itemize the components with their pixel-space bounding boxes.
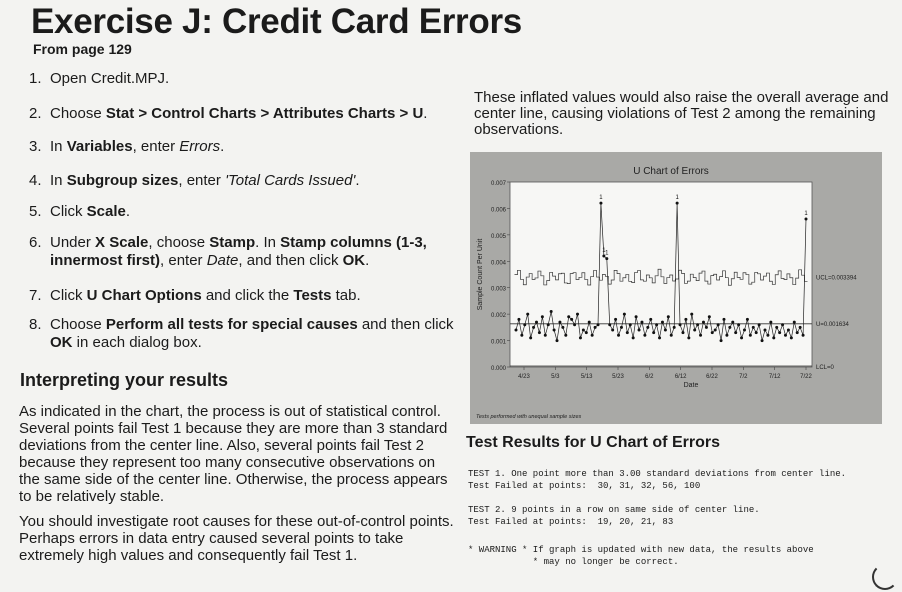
data-point xyxy=(699,334,702,337)
data-point xyxy=(664,329,667,332)
step-text-run: Errors xyxy=(179,138,221,155)
data-point xyxy=(620,326,623,329)
data-point xyxy=(529,336,532,339)
data-point xyxy=(743,329,746,332)
step-text-run: Choose xyxy=(50,316,106,333)
data-point xyxy=(626,331,629,334)
step-text xyxy=(29,105,459,123)
data-point xyxy=(520,334,523,337)
step-text-run: U Chart Options xyxy=(86,287,202,304)
data-point xyxy=(790,336,793,339)
data-point xyxy=(614,318,617,321)
step-text-run: , enter xyxy=(160,252,207,269)
data-point xyxy=(667,315,670,318)
step-text-run: . xyxy=(355,172,360,189)
data-point xyxy=(793,321,796,324)
data-point xyxy=(679,323,682,326)
data-point xyxy=(755,331,758,334)
step-number: 2. xyxy=(29,105,42,122)
step-text-run: and then click xyxy=(357,316,454,333)
data-point xyxy=(570,318,573,321)
data-point xyxy=(714,329,717,332)
data-point xyxy=(652,331,655,334)
data-point xyxy=(775,326,778,329)
y-tick-label: 0.001 xyxy=(490,339,506,346)
data-point xyxy=(799,326,802,329)
data-point xyxy=(728,326,731,329)
data-point xyxy=(676,202,679,205)
u-chart-svg xyxy=(470,152,882,424)
data-point xyxy=(737,323,740,326)
data-point xyxy=(605,257,608,260)
step-text-run: Click xyxy=(50,203,87,220)
data-point xyxy=(731,321,734,324)
right-paragraph: These inflated values would also raise the overall average and center line, causing violations of Test 2 among the remaining observations. xyxy=(474,89,889,138)
y-tick-label: 0.005 xyxy=(490,233,506,240)
step-text-run: In xyxy=(50,138,67,155)
data-point xyxy=(725,334,728,337)
test1-flag: 1 xyxy=(605,250,609,257)
x-axis-label: Date xyxy=(683,382,699,389)
step-text-run: Subgroup sizes xyxy=(66,172,179,189)
data-point xyxy=(611,329,614,332)
y-axis-label: Sample Count Per Unit xyxy=(477,238,484,311)
step-text xyxy=(29,172,459,190)
data-point xyxy=(558,321,561,324)
data-point xyxy=(649,318,652,321)
step-text-run: 'Total Cards Issued' xyxy=(225,172,356,189)
interpreting-paragraph-1: As indicated in the chart, the process is out of statistical control. Several points fail Test 1 because they are more than 3 standard deviations from the center line. Also, several points fail Test 2 because they represent too many consecutive observations on the same side of the center line. Otherwise, the process appears to be relatively stable. xyxy=(19,403,448,505)
data-point xyxy=(696,323,699,326)
data-point xyxy=(749,334,752,337)
step-item xyxy=(29,316,459,352)
step-text xyxy=(29,203,459,221)
step-text-run: Tests xyxy=(293,287,332,304)
data-point xyxy=(778,331,781,334)
test1-flag: 1 xyxy=(675,195,679,202)
data-point xyxy=(643,334,646,337)
x-tick-label: 7/2 xyxy=(739,374,748,380)
step-text xyxy=(29,316,459,352)
step-text-run: X Scale xyxy=(95,234,149,251)
data-point xyxy=(661,321,664,324)
data-point xyxy=(564,334,567,337)
data-point xyxy=(623,313,626,316)
chart-footnote: Tests performed with unequal sample sizes xyxy=(476,414,582,420)
test-results-heading: Test Results for U Chart of Errors xyxy=(466,434,720,451)
test1-flag: 1 xyxy=(599,195,603,202)
data-point xyxy=(547,323,550,326)
data-point xyxy=(769,321,772,324)
test1-flag: 1 xyxy=(602,248,606,254)
data-point xyxy=(752,326,755,329)
step-text-run: , choose xyxy=(148,234,210,251)
step-text-run: , enter xyxy=(132,138,180,155)
step-text-run: OK xyxy=(50,334,73,351)
data-point xyxy=(658,336,661,339)
data-point xyxy=(594,326,597,329)
y-tick-label: 0.002 xyxy=(490,313,506,320)
step-text-run: . xyxy=(365,252,370,269)
step-text xyxy=(29,234,459,270)
data-point xyxy=(740,336,743,339)
step-number: 7. xyxy=(29,287,42,304)
x-tick-label: 4/23 xyxy=(518,374,530,380)
test1-flag: 1 xyxy=(804,211,808,217)
lcl-label: LCL=0 xyxy=(816,365,834,371)
data-point xyxy=(541,315,544,318)
x-tick-label: 7/12 xyxy=(768,374,781,380)
data-point xyxy=(802,334,805,337)
y-tick-label: 0.007 xyxy=(490,181,506,187)
interpreting-heading: Interpreting your results xyxy=(20,370,229,390)
data-point xyxy=(638,329,641,332)
test2-line2: Test Failed at points: 19, 20, 21, 83 xyxy=(468,517,674,527)
data-point xyxy=(717,323,720,326)
chart-title: U Chart of Errors xyxy=(633,166,709,177)
data-point xyxy=(608,323,611,326)
step-text-run: , and then click xyxy=(238,252,343,269)
data-point xyxy=(632,336,635,339)
step-item xyxy=(29,105,459,123)
page-title: Exercise J: Credit Card Errors xyxy=(31,2,522,41)
data-point xyxy=(567,315,570,318)
step-text xyxy=(29,70,459,88)
step-text-run: Under xyxy=(50,234,96,251)
step-text-run: . xyxy=(125,203,131,220)
data-point xyxy=(758,323,761,326)
data-point xyxy=(597,323,600,326)
data-point xyxy=(640,321,643,324)
data-point xyxy=(722,318,725,321)
interpreting-paragraph-2: You should investigate root causes for these out-of-control points. Perhaps errors in data entry caused several points to take extremely high values and consequently fail Test 1. xyxy=(19,513,454,564)
x-tick-label: 6/12 xyxy=(674,374,687,380)
data-point xyxy=(579,336,582,339)
y-tick-label: 0.004 xyxy=(490,260,506,267)
data-point xyxy=(690,313,693,316)
step-text-run: In xyxy=(50,172,67,189)
data-point xyxy=(561,326,564,329)
data-point xyxy=(763,329,766,332)
data-point xyxy=(617,334,620,337)
step-text-run: Click xyxy=(50,287,87,304)
data-point xyxy=(796,331,799,334)
page-corner-mark xyxy=(872,564,898,590)
data-point xyxy=(693,329,696,332)
data-point xyxy=(544,334,547,337)
data-point xyxy=(635,315,638,318)
center-label: U=0.001634 xyxy=(816,321,849,328)
data-point xyxy=(711,331,714,334)
step-text-run: in each dialog box. xyxy=(72,334,202,351)
step-item xyxy=(29,287,459,305)
test1-line1: TEST 1. One point more than 3.00 standard deviations from center line. xyxy=(468,469,847,479)
step-number: 3. xyxy=(29,138,42,155)
step-text-run: Stamp xyxy=(209,234,256,251)
warning-line2: * may no longer be correct. xyxy=(468,557,679,567)
data-point xyxy=(746,318,749,321)
data-point xyxy=(582,329,585,332)
step-text-run: Perform all tests for special causes xyxy=(105,316,358,333)
data-point xyxy=(705,326,708,329)
data-point xyxy=(550,310,553,313)
step-text xyxy=(29,138,459,156)
data-point xyxy=(646,326,649,329)
page-subtitle: From page 129 xyxy=(33,41,132,57)
u-chart xyxy=(470,152,882,424)
data-point xyxy=(708,315,711,318)
step-text-run: Stamp columns (1-3, innermost first) xyxy=(50,234,427,269)
test2-line1: TEST 2. 9 points in a row on same side of center line. xyxy=(468,505,760,515)
step-item xyxy=(29,234,459,270)
data-point xyxy=(629,323,632,326)
x-tick-label: 5/23 xyxy=(612,374,624,380)
y-tick-label: 0.006 xyxy=(490,207,506,214)
data-point xyxy=(523,323,526,326)
data-point xyxy=(585,331,588,334)
data-point xyxy=(591,334,594,337)
step-text xyxy=(29,287,459,305)
data-point xyxy=(805,218,808,221)
data-point xyxy=(515,329,518,332)
x-tick-label: 6/2 xyxy=(645,374,654,380)
data-point xyxy=(538,331,541,334)
step-text-run: Date xyxy=(206,252,239,269)
step-item xyxy=(29,203,459,221)
data-point xyxy=(673,326,676,329)
y-tick-label: 0.000 xyxy=(490,366,506,372)
x-tick-label: 7/22 xyxy=(800,374,812,380)
data-point xyxy=(670,334,673,337)
step-text-run: , enter xyxy=(178,172,226,189)
step-text-run: . xyxy=(220,138,225,155)
step-item xyxy=(29,70,459,88)
data-point xyxy=(781,323,784,326)
data-point xyxy=(599,202,602,205)
step-number: 4. xyxy=(29,172,42,189)
data-point xyxy=(535,321,538,324)
data-point xyxy=(526,313,529,316)
ucl-label: UCL=0.003394 xyxy=(816,275,857,282)
step-item xyxy=(29,138,459,156)
data-point xyxy=(684,318,687,321)
x-tick-label: 5/13 xyxy=(580,374,593,380)
x-tick-label: 5/3 xyxy=(551,374,560,380)
data-point xyxy=(761,339,764,342)
step-number: 8. xyxy=(29,316,42,333)
step-text-run: Open Credit.MPJ. xyxy=(50,70,170,87)
step-number: 1. xyxy=(29,70,42,87)
data-point xyxy=(734,331,737,334)
data-point xyxy=(687,336,690,339)
data-point xyxy=(576,313,579,316)
data-point xyxy=(553,329,556,332)
y-tick-label: 0.003 xyxy=(490,286,506,293)
data-point xyxy=(766,334,769,337)
data-point xyxy=(588,321,591,324)
step-number: 5. xyxy=(29,203,42,220)
data-point xyxy=(787,329,790,332)
step-text-run: tab. xyxy=(331,287,361,304)
step-text-run: and click the xyxy=(201,287,294,304)
step-text-run: Stat > Control Charts > Attributes Charts > U xyxy=(105,105,424,122)
data-point xyxy=(556,339,559,342)
data-point xyxy=(702,321,705,324)
data-point xyxy=(532,326,535,329)
step-text-run: Variables xyxy=(66,138,133,155)
warning-line1: * WARNING * If graph is updated with new data, the results above xyxy=(468,545,814,555)
test1-line2: Test Failed at points: 30, 31, 32, 56, 100 xyxy=(468,481,701,491)
data-point xyxy=(655,323,658,326)
data-point xyxy=(517,318,520,321)
step-text-run: . xyxy=(423,105,428,122)
data-point xyxy=(772,336,775,339)
x-tick-label: 6/22 xyxy=(706,374,718,380)
data-point xyxy=(784,334,787,337)
data-point xyxy=(573,323,576,326)
step-text-run: Choose xyxy=(50,105,106,122)
step-text-run: Scale xyxy=(86,203,126,220)
data-point xyxy=(681,331,684,334)
step-text-run: . In xyxy=(255,234,281,251)
step-text-run: OK xyxy=(342,252,366,269)
data-point xyxy=(720,339,723,342)
step-number: 6. xyxy=(29,234,42,251)
step-item xyxy=(29,172,459,190)
